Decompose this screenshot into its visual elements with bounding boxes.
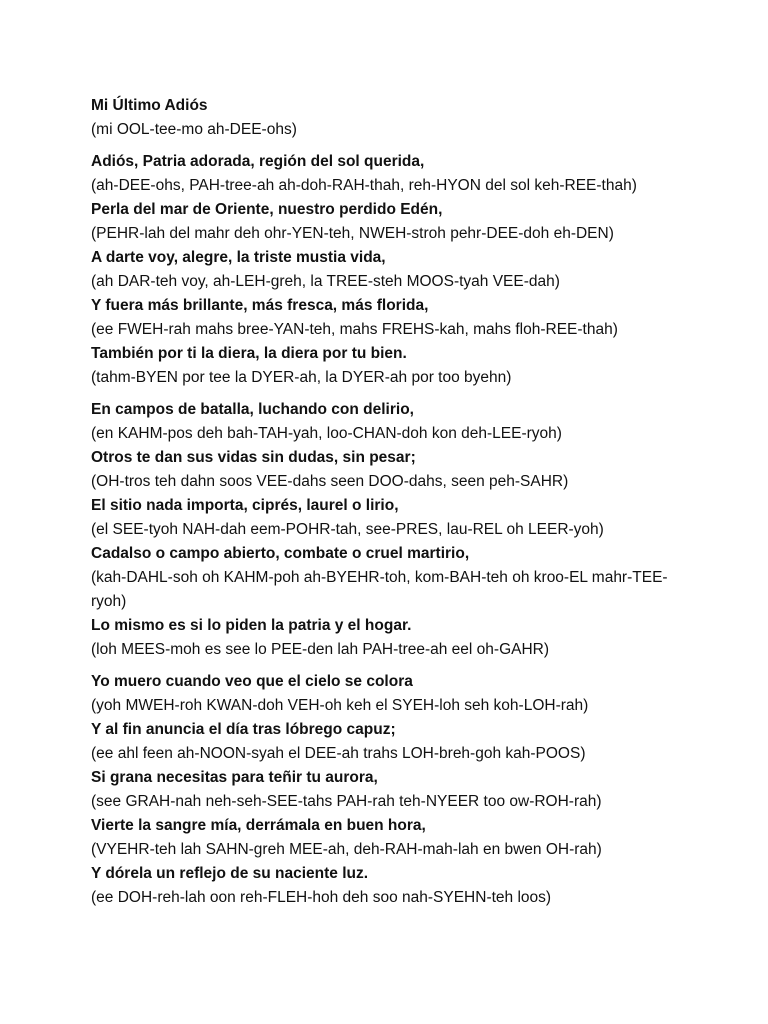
verse-line: A darte voy, alegre, la triste mustia vida, xyxy=(91,249,386,266)
pronunciation-line: (kah-DAHL-soh oh KAHM-poh ah-BYEHR-toh, kom-BAH-teh oh kroo-EL mahr-TEE-ryoh) xyxy=(91,569,668,610)
stanza-1 xyxy=(91,150,751,390)
verse-line: Y fuera más brillante, más fresca, más florida, xyxy=(91,297,429,314)
verse-line: Y al fin anuncia el día tras lóbrego capuz; xyxy=(91,721,396,738)
verse-line: En campos de batalla, luchando con delirio, xyxy=(91,401,414,418)
verse-line: Y dórela un reflejo de su naciente luz. xyxy=(91,865,369,882)
verse-line: También por ti la diera, la diera por tu bien. xyxy=(91,345,407,362)
verse-line: Lo mismo es si lo piden la patria y el hogar. xyxy=(91,617,412,634)
pronunciation-line: (loh MEES-moh es see lo PEE-den lah PAH-tree-ah eel oh-GAHR) xyxy=(91,641,550,658)
verse-line: Si grana necesitas para teñir tu aurora, xyxy=(91,769,378,786)
poem-title: Mi Último Adiós xyxy=(91,97,208,114)
document-page xyxy=(91,94,751,918)
pronunciation-line: (ah DAR-teh voy, ah-LEH-greh, la TREE-steh MOOS-tyah VEE-dah) xyxy=(91,273,560,290)
pronunciation-line: (yoh MWEH-roh KWAN-doh VEH-oh keh el SYEH-loh seh koh-LOH-rah) xyxy=(91,697,589,714)
pronunciation-line: (ee ahl feen ah-NOON-syah el DEE-ah trahs LOH-breh-goh kah-POOS) xyxy=(91,745,586,762)
pronunciation-line: (en KAHM-pos deh bah-TAH-yah, loo-CHAN-doh kon deh-LEE-ryoh) xyxy=(91,425,562,442)
pronunciation-line: (OH-tros teh dahn soos VEE-dahs seen DOO-dahs, seen peh-SAHR) xyxy=(91,473,569,490)
pronunciation-line: (ee DOH-reh-lah oon reh-FLEH-hoh deh soo nah-SYEHN-teh loos) xyxy=(91,889,552,906)
title-block xyxy=(91,94,751,142)
verse-line: Vierte la sangre mía, derrámala en buen hora, xyxy=(91,817,426,834)
verse-line: El sitio nada importa, ciprés, laurel o lirio, xyxy=(91,497,399,514)
pronunciation-line: (ah-DEE-ohs, PAH-tree-ah ah-doh-RAH-thah, reh-HYON del sol keh-REE-thah) xyxy=(91,177,637,194)
stanza-2 xyxy=(91,398,751,662)
verse-line: Cadalso o campo abierto, combate o cruel martirio, xyxy=(91,545,470,562)
pronunciation-line: (see GRAH-nah neh-seh-SEE-tahs PAH-rah teh-NYEER too ow-ROH-rah) xyxy=(91,793,602,810)
pronunciation-line: (PEHR-lah del mahr deh ohr-YEN-teh, NWEH-stroh pehr-DEE-doh eh-DEN) xyxy=(91,225,614,242)
verse-line: Perla del mar de Oriente, nuestro perdido Edén, xyxy=(91,201,443,218)
verse-line: Adiós, Patria adorada, región del sol querida, xyxy=(91,153,425,170)
pronunciation-line: (tahm-BYEN por tee la DYER-ah, la DYER-ah por too byehn) xyxy=(91,369,512,386)
verse-line: Otros te dan sus vidas sin dudas, sin pesar; xyxy=(91,449,416,466)
pronunciation-line: (VYEHR-teh lah SAHN-greh MEE-ah, deh-RAH-mah-lah en bwen OH-rah) xyxy=(91,841,602,858)
stanza-3 xyxy=(91,670,751,910)
pronunciation-line: (el SEE-tyoh NAH-dah eem-POHR-tah, see-PRES, lau-REL oh LEER-yoh) xyxy=(91,521,604,538)
title-pronunciation: (mi OOL-tee-mo ah-DEE-ohs) xyxy=(91,121,297,138)
pronunciation-line: (ee FWEH-rah mahs bree-YAN-teh, mahs FREHS-kah, mahs floh-REE-thah) xyxy=(91,321,618,338)
verse-line: Yo muero cuando veo que el cielo se colora xyxy=(91,673,413,690)
